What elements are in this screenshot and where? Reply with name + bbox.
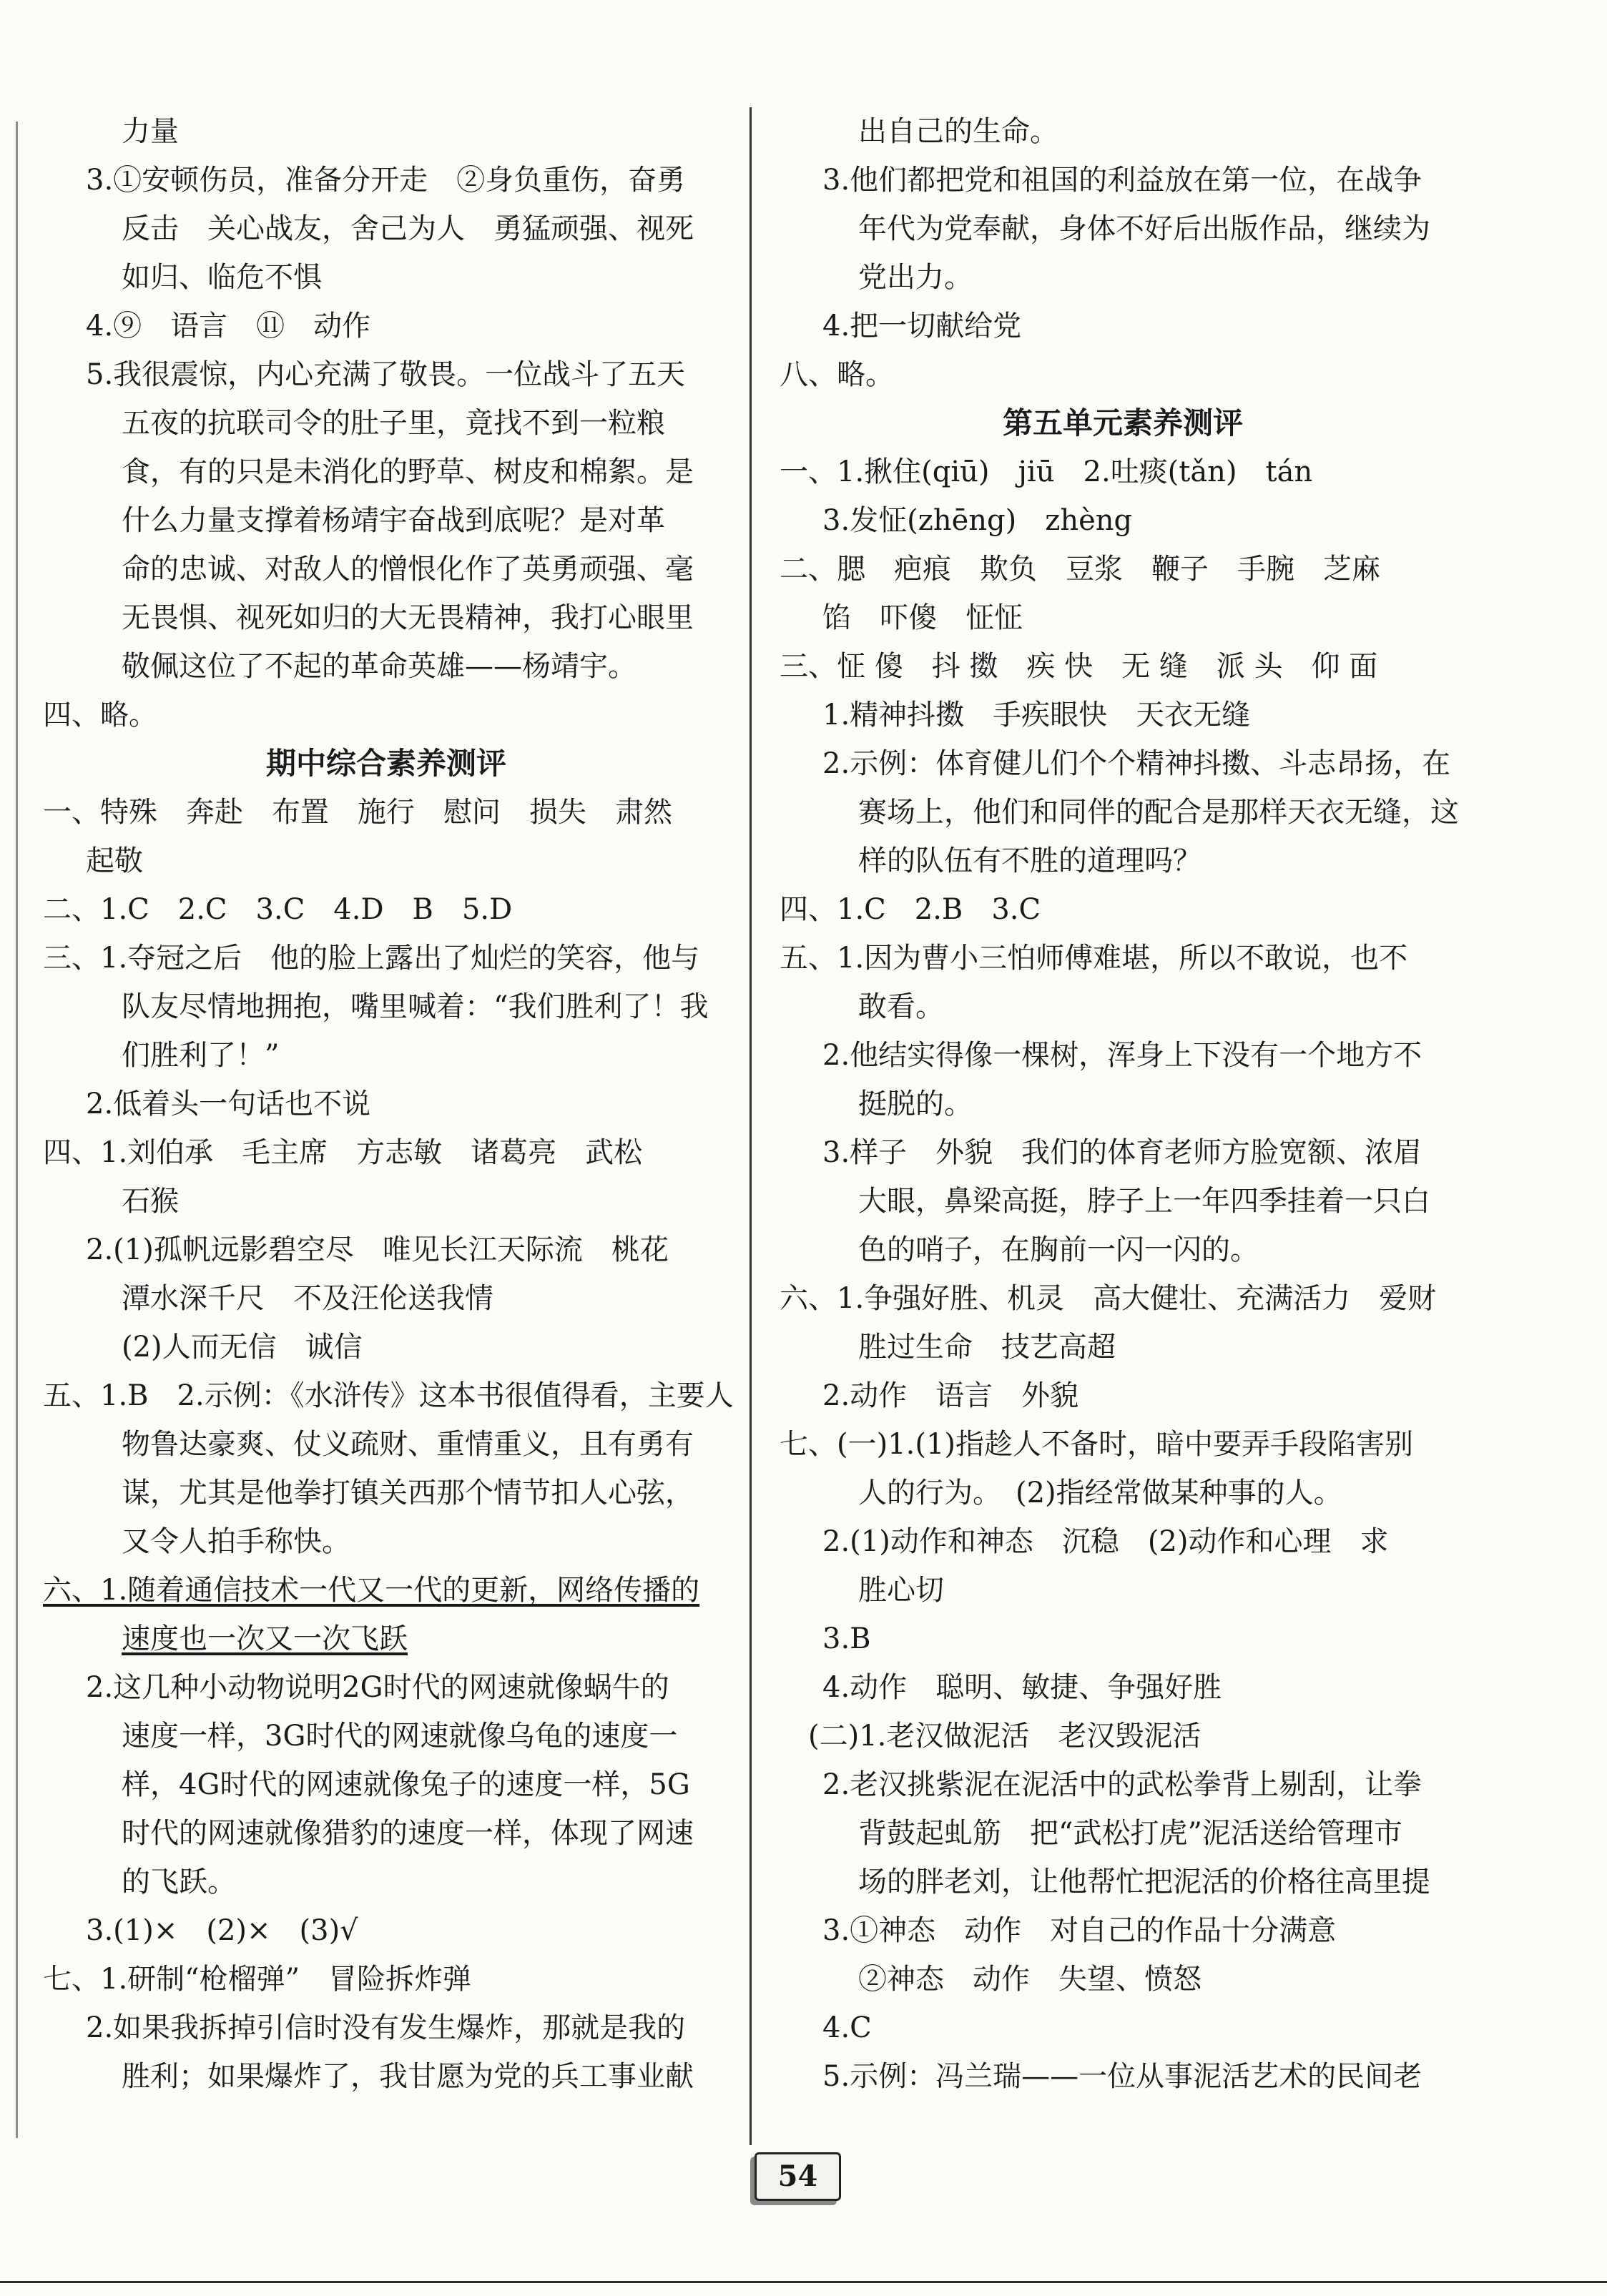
left-text-line xyxy=(43,253,729,302)
right-text-line xyxy=(780,642,1466,691)
right-text-line xyxy=(780,593,1466,642)
left-text-line xyxy=(43,1712,729,1760)
line-text: 2.低着头一句话也不说 xyxy=(86,1088,371,1120)
line-text: 二、1.C 2.C 3.C 4.D B 5.D xyxy=(43,893,513,926)
left-text-line xyxy=(43,350,729,399)
right-text-line xyxy=(780,107,1466,156)
right-column xyxy=(780,107,1466,2101)
left-text-line xyxy=(43,788,729,837)
right-text-line xyxy=(780,837,1466,885)
line-text: 赛场上，他们和同伴的配合是那样天衣无缝，这 xyxy=(858,796,1459,829)
line-text: 3.B xyxy=(822,1622,871,1655)
line-text: (二)1.老汉做泥活 老汉毁泥活 xyxy=(780,1720,1201,1753)
right-text-line xyxy=(780,788,1466,837)
left-text-line xyxy=(43,1955,729,2004)
line-text: 起敬 xyxy=(86,844,143,877)
page-number: 54 xyxy=(755,2152,841,2201)
line-text: 七、1.研制“枪榴弹” 冒险拆炸弹 xyxy=(43,1963,472,1996)
right-text-line xyxy=(780,885,1466,934)
line-text: 1.精神抖擞 手疾眼快 天衣无缝 xyxy=(822,699,1251,731)
line-text: 2.他结实得像一棵树，浑身上下没有一个地方不 xyxy=(822,1039,1422,1072)
line-text: 敢看。 xyxy=(858,990,944,1023)
line-text: 场的胖老刘，让他帮忙把泥活的价格往高里提 xyxy=(858,1866,1430,1898)
line-text: 无畏惧、视死如归的大无畏精神，我打心眼里 xyxy=(122,601,694,634)
right-text-line xyxy=(780,1858,1466,1906)
line-text: 2.老汉挑紫泥在泥活中的武松拳背上剔刮，让拳 xyxy=(822,1768,1422,1801)
left-text-line xyxy=(43,1226,729,1274)
line-text: 3.发怔(zhēng) zhèng xyxy=(822,504,1133,537)
left-text-line xyxy=(43,302,729,350)
line-text: 食，有的只是未消化的野草、树皮和棉絮。是 xyxy=(122,455,694,488)
left-text-line xyxy=(43,107,729,156)
line-text: 出自己的生命。 xyxy=(858,115,1058,148)
left-text-line xyxy=(43,1469,729,1517)
right-text-line xyxy=(780,350,1466,399)
left-text-line xyxy=(43,1906,729,1955)
right-text-line xyxy=(780,2004,1466,2052)
right-text-line xyxy=(780,739,1466,788)
line-text: 3.样子 外貌 我们的体育老师方脸宽额、浓眉 xyxy=(822,1136,1422,1169)
line-text: 样，4G时代的网速就像兔子的速度一样，5G xyxy=(122,1768,690,1801)
line-text: 四、1.刘伯承 毛主席 方志敏 诸葛亮 武松 xyxy=(43,1136,643,1169)
line-text: 的飞跃。 xyxy=(122,1866,236,1898)
right-text-line xyxy=(780,1566,1466,1615)
right-text-line xyxy=(780,1663,1466,1712)
right-text-line xyxy=(780,1177,1466,1226)
line-text: 2.动作 语言 外貌 xyxy=(822,1379,1079,1412)
right-text-line xyxy=(780,1955,1466,2004)
line-text: 背鼓起虬筋 把“武松打虎”泥活送给管理市 xyxy=(858,1817,1402,1850)
line-text: 胜利；如果爆炸了，我甘愿为党的兵工事业献 xyxy=(122,2060,694,2093)
line-text: 速度也一次又一次飞跃 xyxy=(122,1622,408,1655)
line-text: 命的忠诚、对敌人的憎恨化作了英勇顽强、毫 xyxy=(122,553,694,586)
right-text-line xyxy=(780,1080,1466,1128)
right-text-line xyxy=(780,545,1466,593)
right-text-line xyxy=(780,156,1466,205)
right-text-line xyxy=(780,1420,1466,1469)
left-text-line xyxy=(43,156,729,205)
right-text-line xyxy=(780,1031,1466,1080)
left-text-line xyxy=(43,2004,729,2052)
left-margin-rule xyxy=(16,122,18,2138)
right-text-line xyxy=(780,1226,1466,1274)
line-text: 3.①神态 动作 对自己的作品十分满意 xyxy=(822,1914,1337,1947)
line-text: 2.这几种小动物说明2G时代的网速就像蜗牛的 xyxy=(86,1671,669,1704)
line-text: 们胜利了！” xyxy=(122,1039,280,1072)
right-text-line xyxy=(780,302,1466,350)
right-text-line xyxy=(780,1323,1466,1371)
line-text: 人的行为。 (2)指经常做某种事的人。 xyxy=(858,1477,1342,1509)
line-text: 六、1.争强好胜、机灵 高大健壮、充满活力 爱财 xyxy=(780,1282,1437,1315)
left-text-line xyxy=(43,982,729,1031)
right-text-line xyxy=(780,2052,1466,2101)
line-text: 馅 吓傻 怔怔 xyxy=(822,601,1023,634)
left-text-line xyxy=(43,885,729,934)
right-text-line xyxy=(780,205,1466,253)
line-text: 四、1.C 2.B 3.C xyxy=(780,893,1041,926)
right-text-line xyxy=(780,1371,1466,1420)
line-text: 什么力量支撑着杨靖宇奋战到底呢？是对革 xyxy=(122,504,665,537)
line-text: 2.示例：体育健儿们个个精神抖擞、斗志昂扬，在 xyxy=(822,747,1451,780)
left-text-line xyxy=(43,205,729,253)
left-text-line xyxy=(43,1274,729,1323)
line-text: 胜心切 xyxy=(858,1574,944,1607)
line-text: 期中综合素养测评 xyxy=(265,746,506,781)
line-text: 敬佩这位了不起的革命英雄——杨靖宇。 xyxy=(122,650,637,683)
right-text-line xyxy=(780,1128,1466,1177)
line-text: 3.(1)× (2)× (3)√ xyxy=(86,1914,358,1947)
left-text-line xyxy=(43,1371,734,1420)
right-text-line xyxy=(780,496,1466,545)
line-text: 4.C xyxy=(822,2011,872,2044)
left-section-heading xyxy=(43,739,729,788)
left-text-line xyxy=(43,1080,729,1128)
left-text-line xyxy=(43,1128,729,1177)
line-text: 4.⑨ 语言 ⑪ 动作 xyxy=(86,310,371,343)
line-text: 3.①安顿伤员，准备分开走 ②身负重伤，奋勇 xyxy=(86,164,686,197)
line-text: 五、1.因为曹小三怕师傅难堪，所以不敢说，也不 xyxy=(780,942,1408,975)
right-text-line xyxy=(780,934,1466,982)
line-text: 挺脱的。 xyxy=(858,1088,973,1120)
line-text: 4.把一切献给党 xyxy=(822,310,1022,343)
line-text: 一、特殊 奔赴 布置 施行 慰问 损失 肃然 xyxy=(43,796,672,829)
line-text: 谋，尤其是他拳打镇关西那个情节扣人心弦， xyxy=(122,1477,694,1509)
line-text: 三、1.夺冠之后 他的脸上露出了灿烂的笑容，他与 xyxy=(43,942,700,975)
line-text: 五、1.B 2.示例：《水浒传》这本书很值得看，主要人 xyxy=(43,1379,734,1412)
line-text: 胜过生命 技艺高超 xyxy=(858,1331,1116,1364)
line-text: 色的哨子，在胸前一闪一闪的。 xyxy=(858,1233,1259,1266)
line-text: 石猴 xyxy=(122,1185,179,1218)
line-text: 年代为党奉献，身体不好后出版作品，继续为 xyxy=(858,212,1430,245)
right-text-line xyxy=(780,253,1466,302)
line-text: 2.(1)动作和神态 沉稳 (2)动作和心理 求 xyxy=(822,1525,1389,1558)
bottom-rule xyxy=(0,2281,1607,2283)
left-text-line xyxy=(43,448,729,496)
line-text: 物鲁达豪爽、仗义疏财、重情重义，且有勇有 xyxy=(122,1428,694,1461)
left-text-line xyxy=(43,1323,729,1371)
line-text: (2)人而无信 诚信 xyxy=(122,1331,363,1364)
line-text: 党出力。 xyxy=(858,261,973,294)
line-text: 4.动作 聪明、敏捷、争强好胜 xyxy=(822,1671,1222,1704)
right-text-line xyxy=(780,691,1466,739)
left-text-line xyxy=(43,1177,729,1226)
right-text-line xyxy=(780,1809,1466,1858)
line-text: 八、略。 xyxy=(780,358,894,391)
left-text-line xyxy=(43,1615,729,1663)
left-text-line xyxy=(43,1760,729,1809)
line-text: 潭水深千尺 不及汪伦送我情 xyxy=(122,1282,493,1315)
line-text: 反击 关心战友，舍己为人 勇猛顽强、视死 xyxy=(122,212,694,245)
line-text: 一、1.揪住(qiū) jiū 2.吐痰(tǎn) tán xyxy=(780,455,1313,488)
left-text-line xyxy=(43,593,729,642)
right-text-line xyxy=(780,1712,1466,1760)
line-text: 2.如果我拆掉引信时没有发生爆炸，那就是我的 xyxy=(86,2011,686,2044)
line-text: ②神态 动作 失望、愤怒 xyxy=(858,1963,1201,1996)
right-text-line xyxy=(780,1760,1466,1809)
left-text-line xyxy=(43,1517,729,1566)
left-text-line xyxy=(43,1420,729,1469)
line-text: 如归、临危不惧 xyxy=(122,261,322,294)
line-text: 5.我很震惊，内心充满了敬畏。一位战斗了五天 xyxy=(86,358,686,391)
column-divider xyxy=(750,107,752,2145)
left-text-line xyxy=(43,545,729,593)
line-text: 队友尽情地拥抱，嘴里喊着：“我们胜利了！我 xyxy=(122,990,709,1023)
right-text-line xyxy=(780,448,1466,496)
right-text-line xyxy=(780,982,1466,1031)
line-text: 五夜的抗联司令的肚子里，竟找不到一粒粮 xyxy=(122,407,665,440)
line-text: 三、怔 傻 抖 擞 疾 快 无 缝 派 头 仰 面 xyxy=(780,650,1378,683)
left-text-line xyxy=(43,1566,729,1615)
left-text-line xyxy=(43,691,729,739)
line-text: 四、略。 xyxy=(43,699,157,731)
line-text: 2.(1)孤帆远影碧空尽 唯见长江天际流 桃花 xyxy=(86,1233,669,1266)
line-text: 3.他们都把党和祖国的利益放在第一位，在战争 xyxy=(822,164,1422,197)
right-text-line xyxy=(780,1469,1466,1517)
line-text: 时代的网速就像猎豹的速度一样，体现了网速 xyxy=(122,1817,694,1850)
line-text: 力量 xyxy=(122,115,179,148)
right-section-heading xyxy=(780,399,1466,448)
left-text-line xyxy=(43,1809,729,1858)
line-text: 5.示例：冯兰瑞——一位从事泥活艺术的民间老 xyxy=(822,2060,1422,2093)
left-text-line xyxy=(43,934,729,982)
right-text-line xyxy=(780,1615,1466,1663)
line-text: 七、(一)1.(1)指趁人不备时，暗中要弄手段陷害别 xyxy=(780,1428,1414,1461)
right-text-line xyxy=(780,1274,1466,1323)
line-text: 样的队伍有不胜的道理吗？ xyxy=(858,844,1201,877)
left-text-line xyxy=(43,1031,729,1080)
left-text-line xyxy=(43,642,729,691)
line-text: 二、腮 疤痕 欺负 豆浆 鞭子 手腕 芝麻 xyxy=(780,553,1380,586)
left-text-line xyxy=(43,496,729,545)
line-text: 六、1.随着通信技术一代又一代的更新，网络传播的 xyxy=(43,1574,700,1607)
line-text: 速度一样，3G时代的网速就像乌龟的速度一 xyxy=(122,1720,678,1753)
left-text-line xyxy=(43,1663,729,1712)
right-text-line xyxy=(780,1906,1466,1955)
left-text-line xyxy=(43,399,729,448)
left-text-line xyxy=(43,2052,729,2101)
left-text-line xyxy=(43,837,729,885)
right-text-line xyxy=(780,1517,1466,1566)
left-column xyxy=(43,107,734,2101)
line-text: 大眼，鼻梁高挺，脖子上一年四季挂着一只白 xyxy=(858,1185,1430,1218)
line-text: 又令人拍手称快。 xyxy=(122,1525,350,1558)
left-text-line xyxy=(43,1858,729,1906)
line-text: 第五单元素养测评 xyxy=(1002,405,1243,440)
